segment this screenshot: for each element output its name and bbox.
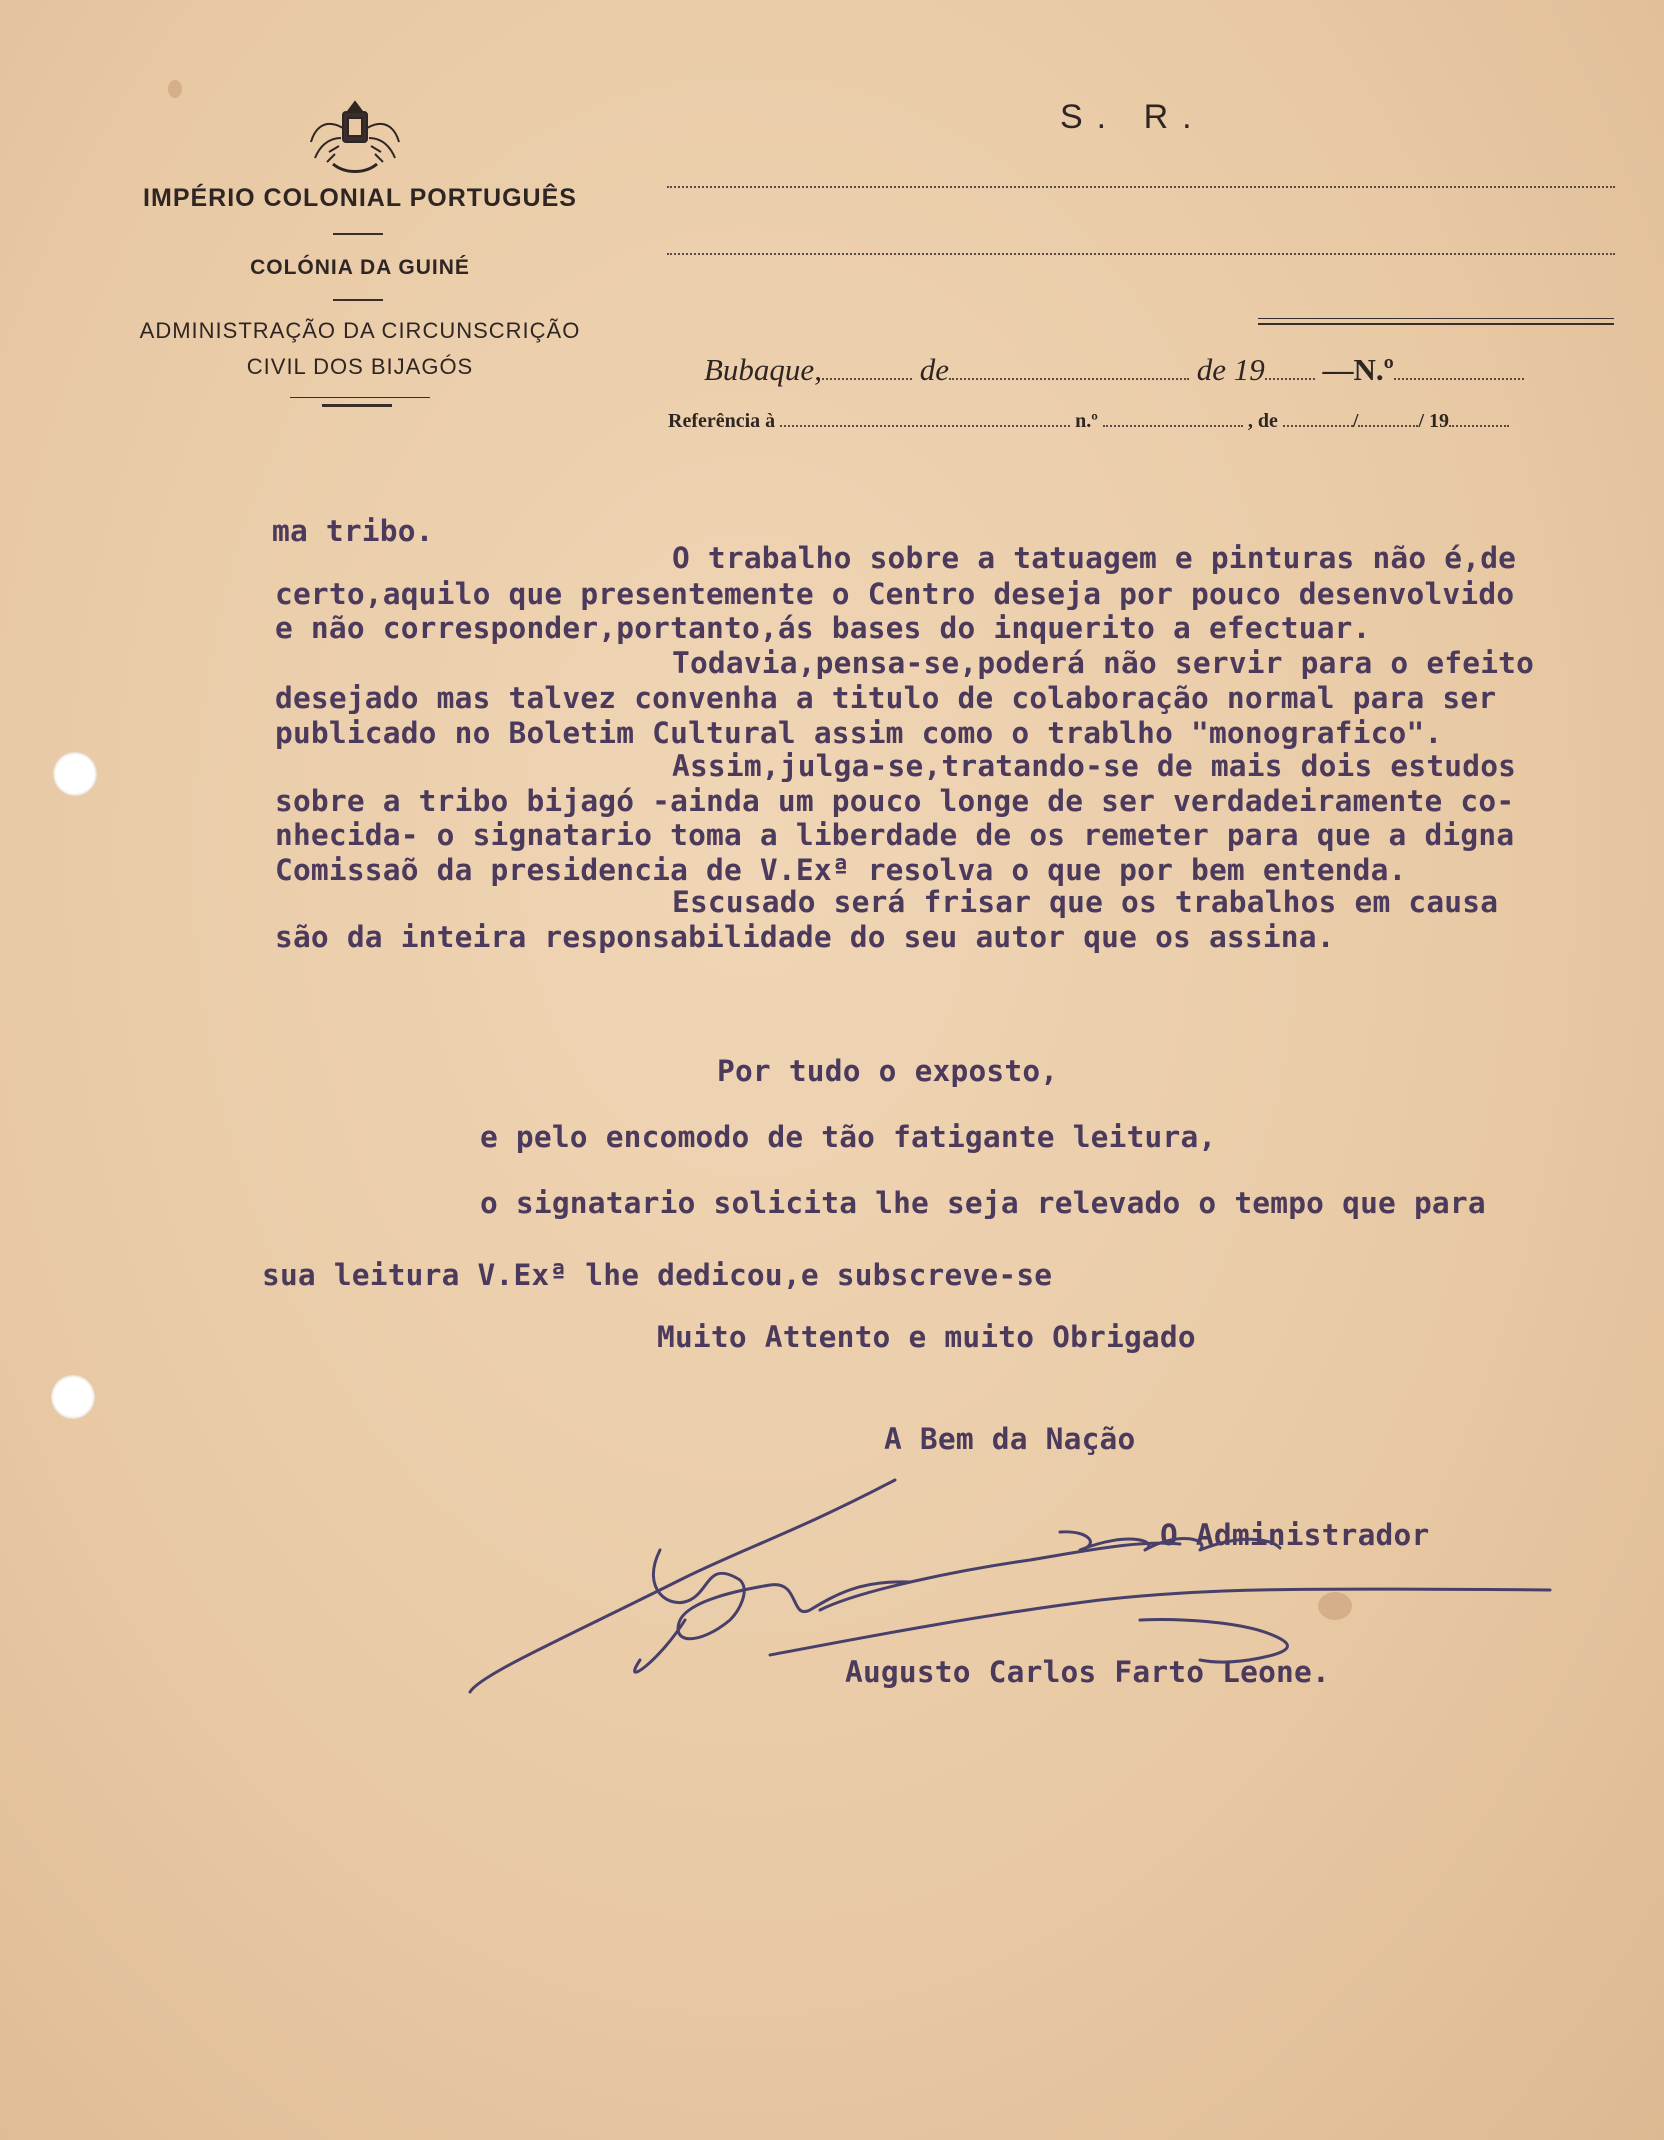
year-blank bbox=[1265, 360, 1315, 380]
body-line: certo,aquilo que presentemente o Centro deseja por pouco desenvolvido bbox=[275, 577, 1515, 611]
body-line: Comissaõ da presidencia de V.Exª resolva o que por bem entenda. bbox=[275, 853, 1407, 887]
colony-title: COLÓNIA DA GUINÉ bbox=[250, 256, 470, 279]
admin-line-2: CIVIL DOS BIJAGÓS bbox=[246, 354, 474, 379]
year-label: de 19 bbox=[1196, 352, 1265, 387]
closing-line: A Bem da Nação bbox=[884, 1422, 1136, 1456]
place-label: Bubaque, bbox=[704, 352, 822, 387]
admin-line-1: ADMINISTRAÇÃO DA CIRCUNSCRIÇÃO bbox=[139, 318, 581, 343]
ref-label: Referência à bbox=[668, 410, 776, 432]
ref-day-blank bbox=[1283, 413, 1353, 427]
body-line: Assim,julga-se,tratando-se de mais dois estudos bbox=[672, 749, 1517, 783]
signatory-name: Augusto Carlos Farto Leone. bbox=[845, 1655, 1330, 1689]
body-line: ma tribo. bbox=[272, 514, 434, 548]
number-label: —N.º bbox=[1322, 352, 1394, 387]
closing-line: Muito Attento e muito Obrigado bbox=[657, 1320, 1196, 1354]
number-blank bbox=[1394, 360, 1524, 380]
ref-n-blank bbox=[1103, 413, 1243, 427]
closing-line: e pelo encomodo de tão fatigante leitura, bbox=[480, 1120, 1217, 1154]
date-line bbox=[704, 352, 1614, 388]
ref-year-blank bbox=[1449, 413, 1509, 427]
ref-month-blank bbox=[1358, 413, 1418, 427]
ref-slash-2: / 19 bbox=[1418, 410, 1450, 432]
reference-line bbox=[668, 410, 1614, 433]
body-line: sobre a tribo bijagó -ainda um pouco longe de ser verdadeiramente co- bbox=[275, 784, 1515, 818]
closing-line: o signatario solicita lhe seja relevado o tempo que para bbox=[480, 1186, 1486, 1220]
divider bbox=[290, 397, 430, 398]
closing-line: Por tudo o exposto, bbox=[717, 1054, 1059, 1088]
body-line: Escusado será frisar que os trabalhos em causa bbox=[672, 885, 1499, 919]
ref-slash-1: / bbox=[1352, 410, 1359, 432]
empire-title: IMPÉRIO COLONIAL PORTUGUÊS bbox=[143, 184, 577, 212]
body-line: publicado no Boletim Cultural assim como o trablho "monografico". bbox=[275, 716, 1443, 750]
paper-stain bbox=[168, 80, 182, 98]
body-line: O trabalho sobre a tatuagem e pinturas não é,de bbox=[672, 541, 1517, 575]
ref-blank bbox=[780, 413, 1070, 427]
signatory-title: O Administrador bbox=[1160, 1518, 1430, 1552]
address-rule bbox=[1258, 318, 1614, 325]
body-line: desejado mas talvez convenha a titulo de colaboração normal para ser bbox=[275, 681, 1497, 715]
address-line-2 bbox=[667, 253, 1615, 255]
sr-heading: S. R. bbox=[1060, 98, 1206, 136]
body-line: Todavia,pensa-se,poderá não servir para o efeito bbox=[672, 646, 1535, 680]
month-blank bbox=[949, 360, 1189, 380]
body-line: e não corresponder,portanto,ás bases do inquerito a efectuar. bbox=[275, 611, 1371, 645]
punch-hole bbox=[51, 1375, 95, 1419]
coat-of-arms-icon bbox=[305, 98, 405, 178]
de-label: de bbox=[919, 352, 949, 387]
divider bbox=[333, 233, 383, 235]
ref-n-label: n.º bbox=[1075, 410, 1098, 432]
divider bbox=[322, 404, 392, 407]
punch-hole bbox=[53, 752, 97, 796]
divider bbox=[333, 299, 383, 301]
paper-stain bbox=[1318, 1592, 1352, 1620]
body-line: são da inteira responsabilidade do seu autor que os assina. bbox=[275, 920, 1335, 954]
address-line-1 bbox=[667, 186, 1615, 188]
closing-line: sua leitura V.Exª lhe dedicou,e subscreve-se bbox=[262, 1258, 1053, 1292]
ref-de-label: , de bbox=[1247, 410, 1278, 432]
body-line: nhecida- o signatario toma a liberdade de os remeter para que a digna bbox=[275, 818, 1515, 852]
day-blank bbox=[822, 360, 912, 380]
handwritten-signature-icon bbox=[440, 1470, 1560, 1730]
